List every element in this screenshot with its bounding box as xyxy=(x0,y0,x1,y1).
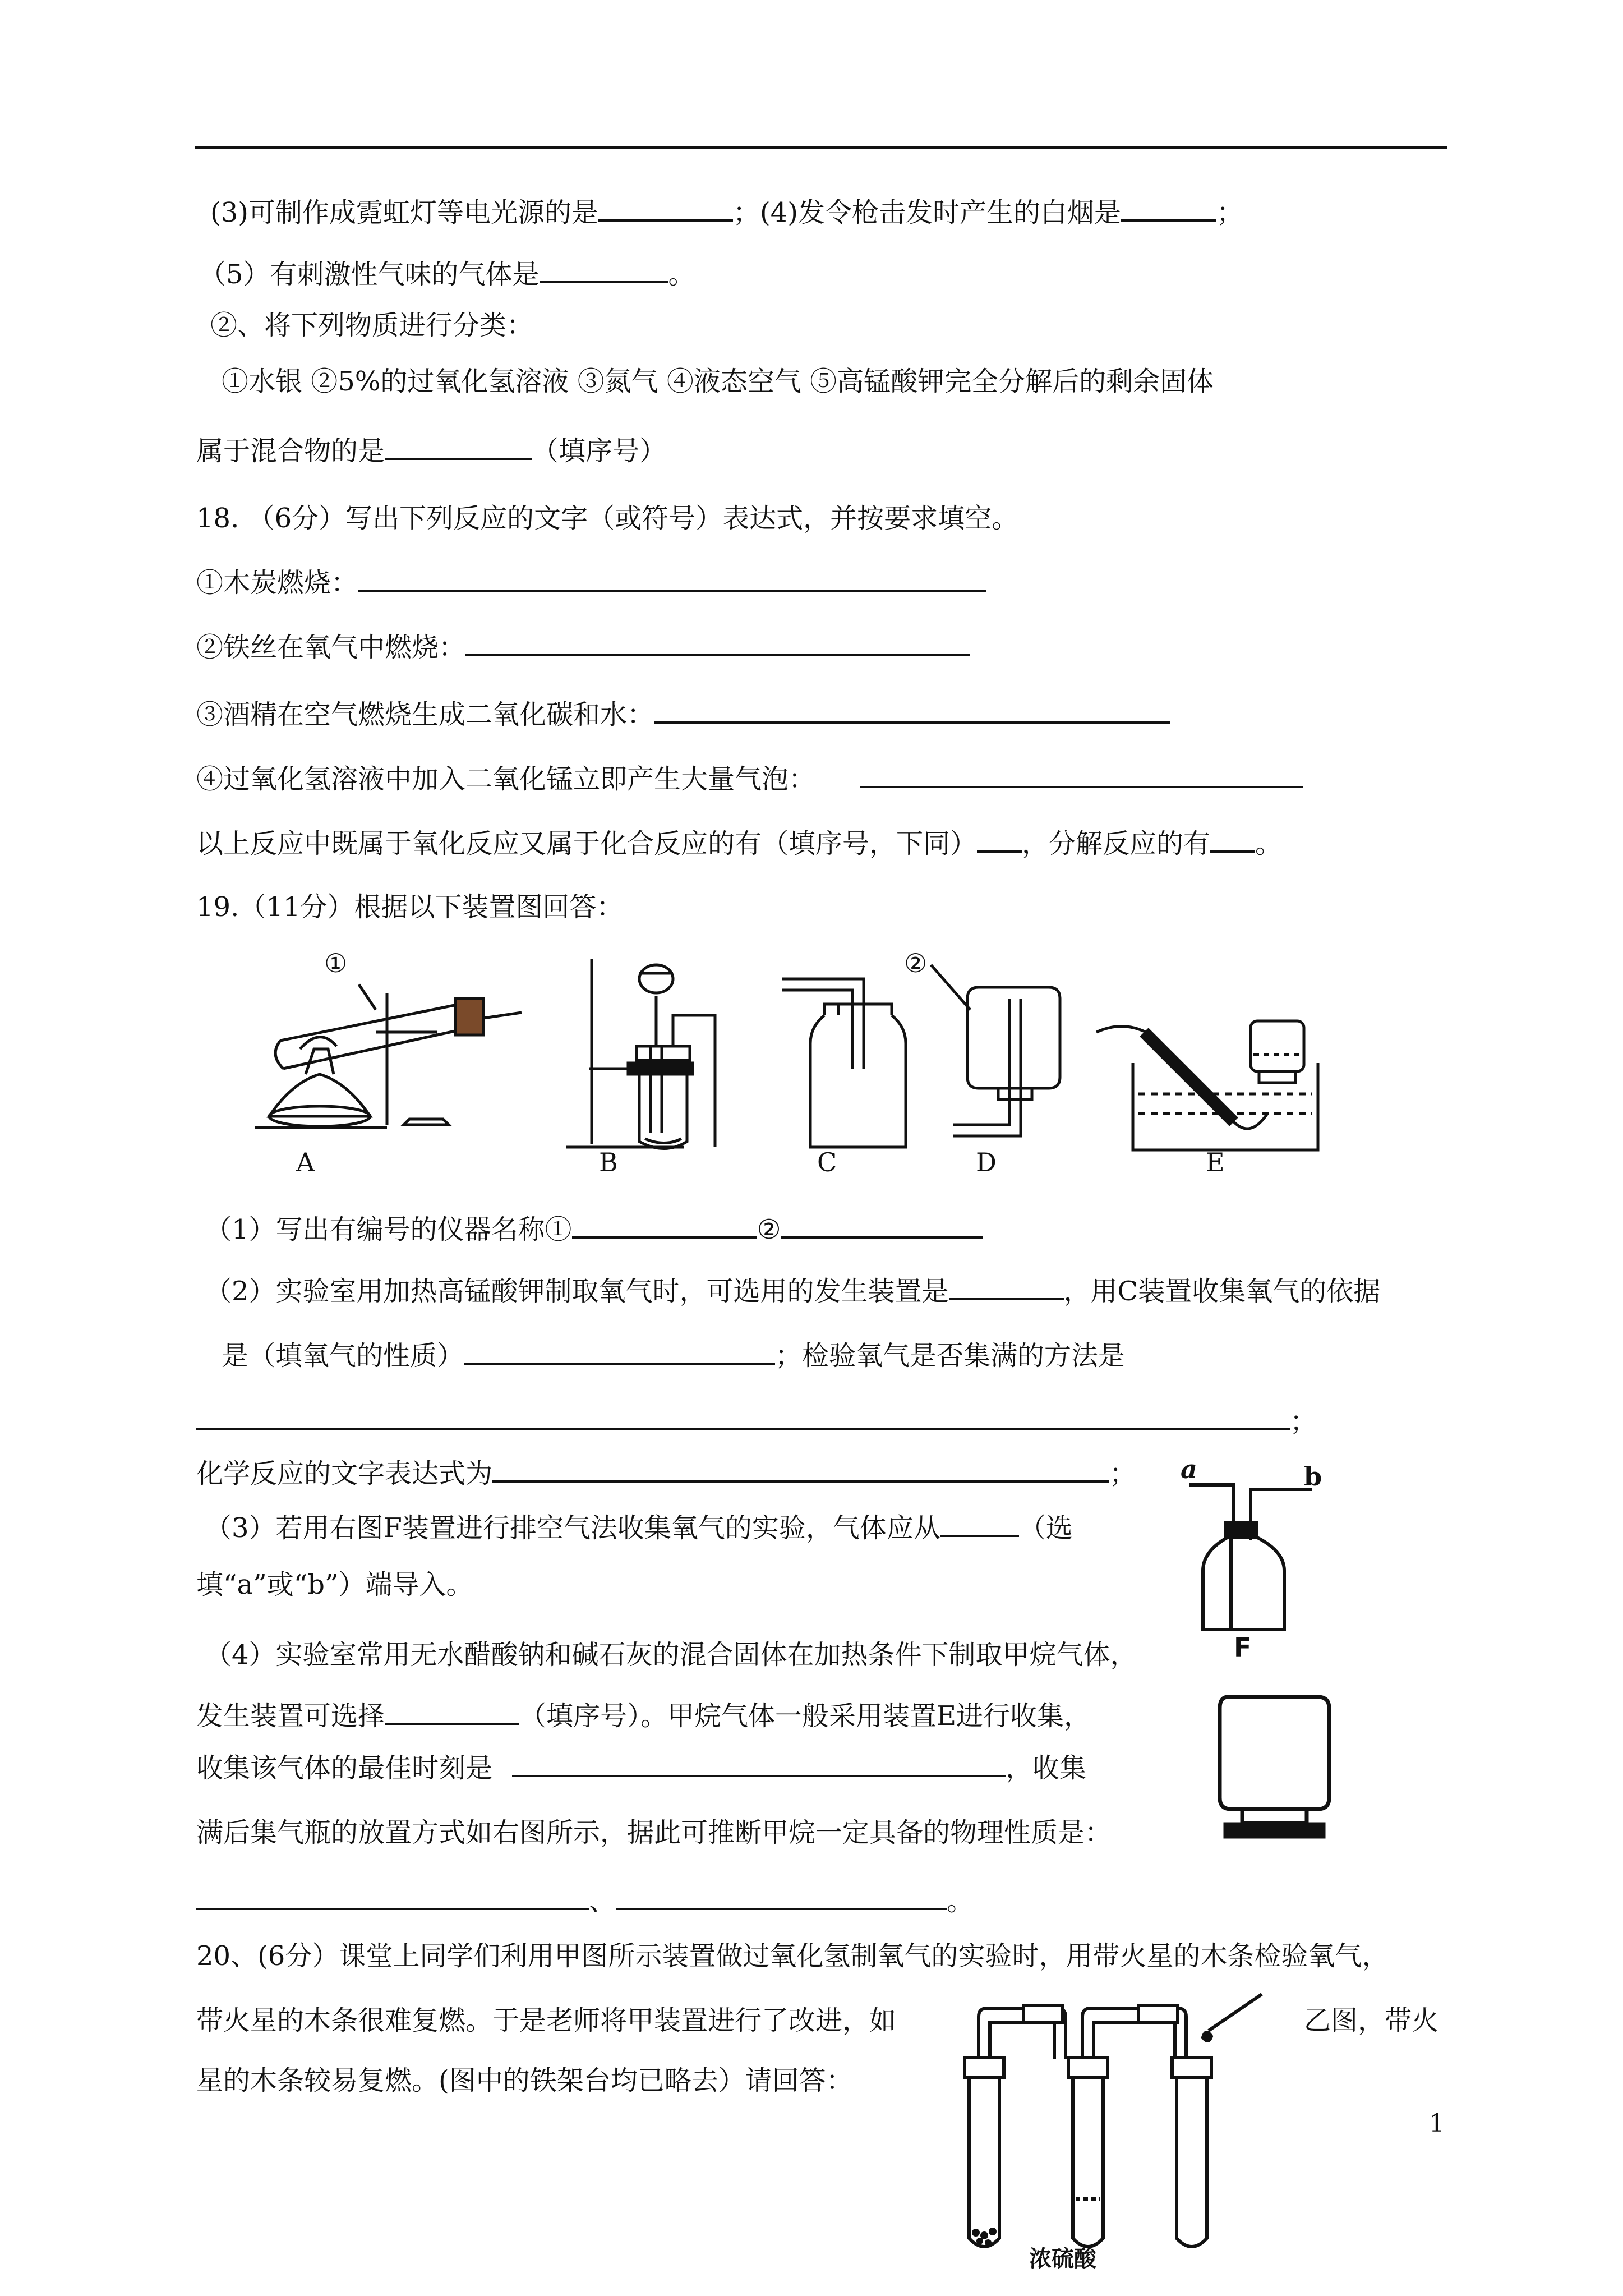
apparatus-d xyxy=(931,965,1060,1136)
q20-line-2: 带火星的木条很难复燃。于是老师将甲装置进行了改进，如 xyxy=(196,2005,897,2036)
text: ，收集 xyxy=(1006,1752,1087,1784)
text: 以上反应中既属于氧化反应又属于化合反应的有（填序号，下同） xyxy=(196,828,978,859)
text: （填序号）。甲烷气体一般采用装置E进行收集， xyxy=(519,1700,1091,1732)
q19-part-2-line-4 xyxy=(196,1455,1136,1492)
page-number: 1 xyxy=(1429,2109,1445,2138)
answer-blank[interactable] xyxy=(616,1882,947,1910)
apparatus-e xyxy=(1096,1021,1318,1150)
port-b-label: b xyxy=(1304,1461,1322,1492)
answer-blank[interactable] xyxy=(196,1882,589,1910)
answer-blank[interactable] xyxy=(781,1211,983,1239)
q20-line-1: 20、(6分）课堂上同学们利用甲图所示装置做过氧化氢制氧气的实验时，用带火星的木条检验氧气， xyxy=(196,1940,1389,1972)
text: ② xyxy=(757,1214,781,1245)
q19-part-1 xyxy=(205,1211,983,1248)
text: 发生装置可选择 xyxy=(196,1700,385,1732)
q19-part-3-line-1 xyxy=(205,1509,1073,1546)
label-c: C xyxy=(817,1147,837,1177)
q19-part-4-line-5 xyxy=(196,1882,974,1919)
q19-part-4-line-1: （4）实验室常用无水醋酸钠和碱石灰的混合固体在加热条件下制取甲烷气体， xyxy=(205,1639,1137,1671)
acid-label: 浓硫酸 xyxy=(1029,2246,1096,2272)
text: ； xyxy=(1109,1458,1137,1489)
label-b: B xyxy=(599,1147,618,1177)
text: 、 xyxy=(589,1885,616,1917)
improved-apparatus xyxy=(925,1997,1273,2261)
text: ，用C装置收集氧气的依据 xyxy=(1063,1276,1381,1307)
q17-substances: ①水银 ②5%的过氧化氢溶液 ③氮气 ④液态空气 ⑤高锰酸钾完全分解后的剩余固体 xyxy=(222,366,1214,397)
answer-blank[interactable] xyxy=(949,1272,1064,1300)
q20-line-3: 星的木条较易复燃。(图中的铁架台均已略去）请回答： xyxy=(196,2065,853,2096)
q19-heading: 19.（11分）根据以下装置图回答： xyxy=(196,891,624,923)
answer-blank[interactable] xyxy=(572,1211,757,1239)
text: （5）有刺激性气味的气体是 xyxy=(199,259,540,290)
q19-part-2-line-3 xyxy=(196,1402,1317,1439)
q19-part-2-line-1 xyxy=(205,1272,1380,1309)
text: （1）写出有编号的仪器名称① xyxy=(205,1214,572,1245)
label-a: A xyxy=(296,1147,315,1177)
q19-part-3-line-2: 填“a”或“b”）端导入。 xyxy=(196,1569,473,1600)
apparatus-f xyxy=(1172,1467,1335,1652)
q19-part-2-line-2 xyxy=(222,1337,1125,1374)
port-a-label: a xyxy=(1181,1454,1197,1484)
text: 。 xyxy=(668,259,695,290)
text: 化学反应的文字表达式为 xyxy=(196,1458,493,1489)
text: ，分解反应的有 xyxy=(1022,828,1211,859)
text: 收集该气体的最佳时刻是 xyxy=(196,1752,493,1784)
apparatus-b xyxy=(566,959,715,1149)
text: ④过氧化氢溶液中加入二氧化锰立即产生大量气泡： xyxy=(196,763,816,795)
apparatus-a xyxy=(255,984,522,1128)
q19-part-4-line-3 xyxy=(196,1749,1086,1786)
answer-blank[interactable] xyxy=(464,1337,775,1365)
text: ；检验氧气是否集满的方法是 xyxy=(775,1340,1126,1372)
q17-classify-heading: ②、将下列物质进行分类： xyxy=(210,310,534,341)
inverted-gas-jar xyxy=(1211,1688,1340,1848)
text: 。 xyxy=(1255,828,1283,859)
answer-blank[interactable] xyxy=(196,1402,1290,1430)
answer-blank[interactable] xyxy=(512,1749,1006,1777)
text: (3)可制作成霓虹灯等电光源的是 xyxy=(210,197,598,228)
answer-blank[interactable] xyxy=(940,1509,1019,1537)
text: ； xyxy=(1216,197,1244,228)
text: （2）实验室用加热高锰酸钾制取氧气时，可选用的发生装置是 xyxy=(205,1276,949,1307)
label-f: F xyxy=(1234,1632,1252,1663)
label-e: E xyxy=(1206,1147,1225,1177)
text: ；(4)发令枪击发时产生的白烟是 xyxy=(733,197,1121,228)
text: 属于混合物的是 xyxy=(196,435,385,467)
q18-heading: 18. （6分）写出下列反应的文字（或符号）表达式，并按要求填空。 xyxy=(196,503,1019,534)
q20-line-2-end: 乙图，带火 xyxy=(1304,2005,1439,2036)
text: 。 xyxy=(947,1885,974,1917)
text: ③酒精在空气燃烧生成二氧化碳和水： xyxy=(196,699,654,730)
answer-blank[interactable] xyxy=(492,1455,1109,1483)
text: （填序号） xyxy=(532,435,667,467)
text: （选 xyxy=(1018,1512,1073,1544)
q19-part-4-line-4: 满后集气瓶的放置方式如右图所示，据此可推断甲烷一定具备的物理性质是： xyxy=(196,1817,1112,1848)
text: （3）若用右图F装置进行排空气法收集氧气的实验，气体应从 xyxy=(205,1512,940,1544)
label-d: D xyxy=(976,1147,997,1177)
instrument-number-1: ① xyxy=(324,948,348,978)
text: ①木炭燃烧： xyxy=(196,567,358,599)
text: ②铁丝在氧气中燃烧： xyxy=(196,632,466,663)
instrument-number-2: ② xyxy=(904,948,928,978)
answer-blank[interactable] xyxy=(385,1697,519,1725)
q19-part-4-line-2 xyxy=(196,1697,1091,1734)
text: 是（填氧气的性质） xyxy=(222,1340,464,1372)
text: ； xyxy=(1290,1406,1317,1437)
apparatus-c xyxy=(782,979,906,1147)
